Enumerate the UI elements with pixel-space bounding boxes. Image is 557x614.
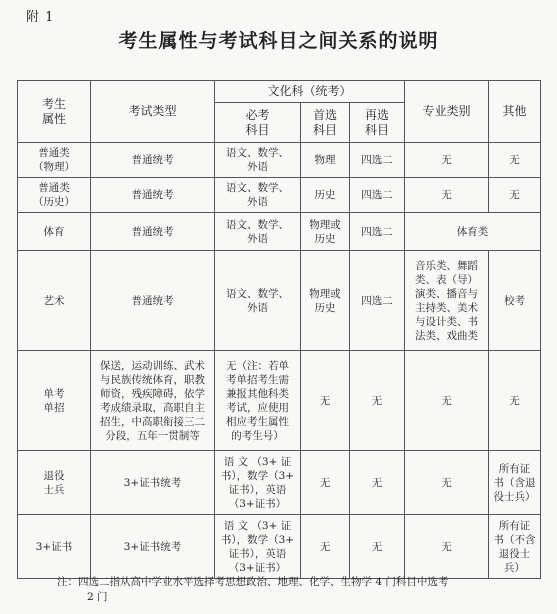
cell-elective: 无: [350, 515, 405, 579]
cell-required: 语文、数学、 外语: [215, 213, 301, 251]
annex-label: 附 1: [26, 10, 55, 25]
cell-elective: 四选二: [350, 251, 405, 351]
cell-preferred: 历史: [301, 178, 350, 213]
cell-exam-type: 普通统考: [91, 213, 215, 251]
header-exam-type: 考试类型: [91, 81, 215, 143]
header-major: 专业类别: [405, 81, 489, 143]
table-row: [18, 515, 541, 579]
footnote-line-2: 2 门: [87, 591, 108, 603]
cell-attribute: 退役 士兵: [18, 451, 91, 515]
footnote: [57, 575, 537, 605]
cell-preferred: 物理或 历史: [301, 213, 350, 251]
relationship-table: [17, 80, 541, 579]
cell-other: 校考: [489, 251, 541, 351]
table-row: [18, 178, 541, 213]
cell-other: 无: [489, 351, 541, 451]
cell-elective: 无: [350, 351, 405, 451]
cell-major: 无: [405, 515, 489, 579]
cell-major: 体育类: [405, 213, 541, 251]
cell-attribute: 体育: [18, 213, 91, 251]
cell-exam-type: 普通统考: [91, 178, 215, 213]
cell-required: 无（注：若单 考单招考生需 兼报其他科类 考试，应使用 相应考生属性 的考生号）: [215, 351, 301, 451]
header-elective: 再选 科目: [350, 103, 405, 143]
header-other: 其他: [489, 81, 541, 143]
cell-preferred: 无: [301, 451, 350, 515]
cell-preferred: 物理或 历史: [301, 251, 350, 351]
cell-attribute: 3+证书: [18, 515, 91, 579]
cell-major: 无: [405, 143, 489, 178]
table-row: [18, 213, 541, 251]
table-row: [18, 351, 541, 451]
cell-other: 无: [489, 143, 541, 178]
cell-attribute: 普通类 （物理）: [18, 143, 91, 178]
table-row: [18, 451, 541, 515]
cell-required: 语 文 （3+ 证 书），数学（3+ 证书），英语 （3+证书）: [215, 515, 301, 579]
cell-exam-type: 保送，运动训练、武术 与民族传统体育，职教 师资，残疾障碍，依学 考成绩录取，高职自主 招生，中高职衔接三二 分段，五年一贯制等: [91, 351, 215, 451]
header-required: 必考 科目: [215, 103, 301, 143]
cell-major: 无: [405, 451, 489, 515]
cell-attribute: 单考 单招: [18, 351, 91, 451]
page-title: 考生属性与考试科目之间关系的说明: [118, 30, 439, 52]
footnote-line-1: 注：四选二指从高中学业水平选择考思想政治、地理、化学、生物学 4 门科目中选考: [57, 576, 449, 588]
cell-preferred: 无: [301, 351, 350, 451]
header-row-1: [18, 81, 541, 103]
cell-required: 语 文 （3+ 证 书），数学（3+ 证书），英语 （3+证书）: [215, 451, 301, 515]
cell-elective: 无: [350, 451, 405, 515]
cell-exam-type: 普通统考: [91, 143, 215, 178]
cell-exam-type: 3+证书统考: [91, 515, 215, 579]
cell-major: 无: [405, 178, 489, 213]
cell-preferred: 无: [301, 515, 350, 579]
cell-required: 语文、数学、 外语: [215, 178, 301, 213]
table-row: [18, 143, 541, 178]
cell-required: 语文、数学、 外语: [215, 251, 301, 351]
cell-exam-type: 3+证书统考: [91, 451, 215, 515]
cell-elective: 四选二: [350, 213, 405, 251]
cell-elective: 四选二: [350, 178, 405, 213]
table-row: [18, 251, 541, 351]
cell-exam-type: 普通统考: [91, 251, 215, 351]
cell-other: 无: [489, 178, 541, 213]
cell-major: 无: [405, 351, 489, 451]
cell-elective: 四选二: [350, 143, 405, 178]
header-preferred: 首选 科目: [301, 103, 350, 143]
cell-other: 所有证 书（不含 退役士 兵）: [489, 515, 541, 579]
header-culture-group: 文化科（统考）: [215, 81, 405, 103]
cell-other: 所有证 书（含退 役士兵）: [489, 451, 541, 515]
cell-attribute: 普通类 （历史）: [18, 178, 91, 213]
header-attribute: 考生 属性: [18, 81, 91, 143]
cell-preferred: 物理: [301, 143, 350, 178]
cell-major: 音乐类、舞蹈 类、表（导） 演类、播音与 主持类、美术 与设计类、书 法类、戏曲类: [405, 251, 489, 351]
cell-attribute: 艺术: [18, 251, 91, 351]
cell-required: 语文、数学、 外语: [215, 143, 301, 178]
